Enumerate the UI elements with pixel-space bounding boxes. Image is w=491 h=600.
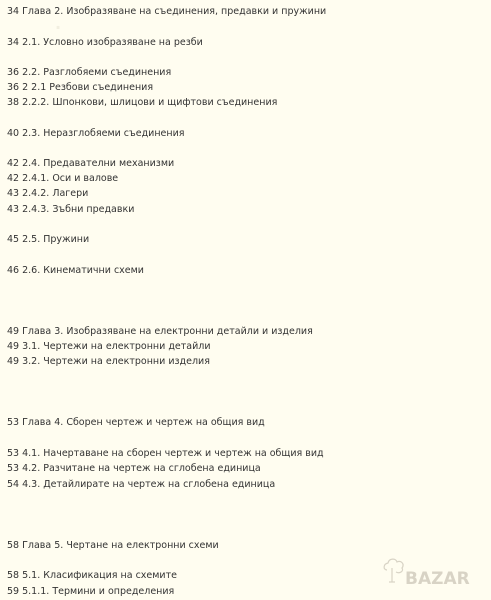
toc-entry: 42 2.4. Предавателни механизми (7, 158, 175, 169)
toc-entry: 42 2.4.1. Оси и валове (7, 173, 119, 184)
toc-entry: 49 3.1. Чертежи на електронни детайли (7, 341, 211, 352)
toc-chapter-3: 49 Глава 3. Изобразяване на електронни детайли и изделия (7, 326, 313, 337)
toc-chapter-2: 34 Глава 2. Изобразяване на съединения, предавки и пружини (7, 6, 327, 17)
toc-entry: 53 4.2. Разчитане на чертеж на сглобена единица (7, 463, 261, 474)
toc-entry: 43 2.4.2. Лагери (7, 188, 89, 199)
faint-background-mark: · (55, 18, 62, 37)
toc-entry: 46 2.6. Кинематични схеми (7, 265, 144, 276)
toc-entry: 53 4.1. Начертаване на сборен чертеж и чертеж на общия вид (7, 448, 324, 459)
toc-entry: 43 2.4.3. Зъбни предавки (7, 204, 135, 215)
toc-entry: 59 5.1.1. Термини и определения (7, 586, 175, 597)
bazar-logo (381, 556, 481, 592)
toc-entry: 54 4.3. Детайлирате на чертеж на сглобена единица (7, 479, 276, 490)
toc-entry: 40 2.3. Неразглобяеми съединения (7, 128, 185, 139)
toc-entry: 36 2 2.1 Резбови съединения (7, 82, 154, 93)
toc-chapter-4: 53 Глава 4. Сборен чертеж и чертеж на общия вид (7, 417, 265, 428)
toc-entry: 36 2.2. Разглобяеми съединения (7, 67, 172, 78)
toc-entry: 49 3.2. Чертежи на електронни изделия (7, 356, 210, 367)
toc-entry: 38 2.2.2. Шпонкови, шлицови и щифтови съединения (7, 97, 278, 108)
toc-entry: 34 2.1. Условно изобразяване на резби (7, 37, 203, 48)
toc-entry: 45 2.5. Пружини (7, 234, 90, 245)
toc-entry: 58 5.1. Класификация на схемите (7, 570, 177, 581)
toc-chapter-5: 58 Глава 5. Чертане на електронни схеми (7, 540, 219, 551)
bazar-logo-text: BAZAR (405, 569, 470, 589)
